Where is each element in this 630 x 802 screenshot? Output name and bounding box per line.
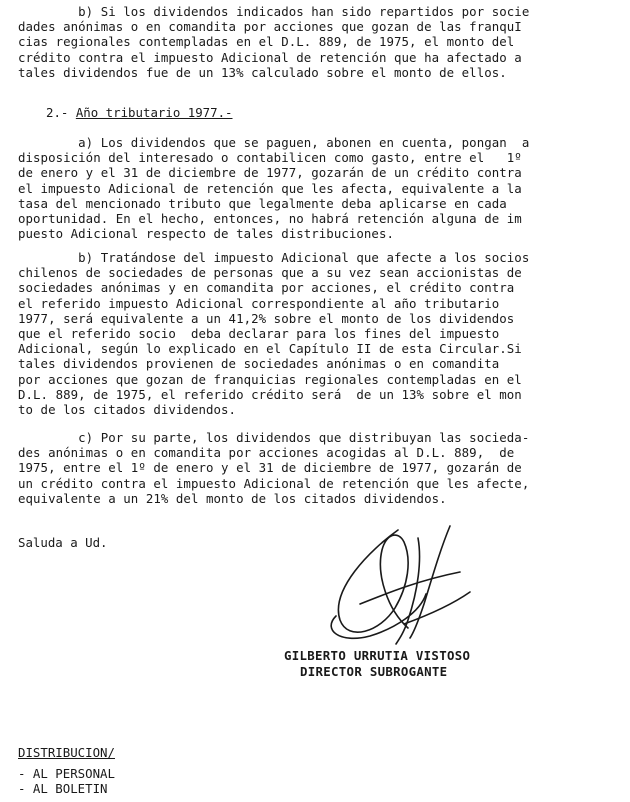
text-line: cias regionales contempladas en el D.L. 889, de 1975, el monto del (18, 34, 515, 50)
text-line: c) Por su parte, los dividendos que distribuyan las socieda- (18, 430, 530, 445)
section-title: Año tributario 1977.- (75, 105, 233, 120)
text-line: sociedades anónimas y en comandita por acciones, el crédito contra (18, 280, 515, 296)
text-line: por acciones que gozan de franquicias regionales contempladas en el (18, 371, 522, 387)
distribution-list (18, 766, 115, 796)
text-line: oportunidad. En el hecho, entonces, no habrá retención alguna de im (18, 211, 522, 227)
text-line: el impuesto Adicional de retención que les afecta, equivalente a la (18, 180, 522, 196)
text-line: chilenos de sociedades de personas que a su vez sean accionistas de (18, 265, 522, 281)
paragraph-b-1977 (18, 250, 616, 417)
text-line: 1977, será equivalente a un 41,2% sobre el monto de los dividendos (18, 310, 515, 326)
section-heading (46, 105, 233, 120)
text-line: equivalente a un 21% del monto de los citados dividendos. (18, 490, 447, 506)
text-line: des anónimas o en comandita por acciones acogidas al D.L. 889, de (18, 445, 515, 461)
text-line: dades anónimas o en comandita por acciones que gozan de las franquI (18, 19, 522, 35)
text-line: que el referido socio deba declarar para los fines del impuesto (18, 326, 500, 342)
distribution-item: - AL PERSONAL (18, 766, 115, 781)
closing-salutation: Saluda a Ud. (18, 535, 108, 550)
text-line: crédito contra el impuesto Adicional de retención que ha afectado a (18, 49, 522, 65)
section-number: 2.- (46, 105, 76, 120)
text-line: tales dividendos provienen de sociedades anónimas o en comandita (18, 356, 500, 372)
text-line: un crédito contra el impuesto Adicional de retención que les afecte, (18, 475, 530, 491)
text-line: tasa del mencionado tributo que legalmente deba aplicarse en cada (18, 195, 507, 211)
paragraph-b-franchise (18, 4, 616, 80)
text-line: disposición del interesado o contabilicen como gasto, entre el 1º (18, 150, 522, 166)
signatory-title: DIRECTOR SUBROGANTE (300, 664, 448, 679)
text-line: a) Los dividendos que se paguen, abonen en cuenta, pongan a (18, 135, 530, 150)
signatory-name: GILBERTO URRUTIA VISTOSO (284, 648, 471, 663)
text-line: to de los citados dividendos. (18, 402, 237, 418)
text-line: puesto Adicional respecto de tales distribuciones. (18, 226, 394, 242)
text-line: b) Si los dividendos indicados han sido repartidos por socie (18, 4, 530, 19)
distribution-heading: DISTRIBUCION/ (18, 745, 115, 760)
text-line: el referido impuesto Adicional correspondiente al año tributario (18, 295, 500, 311)
text-line: b) Tratándose del impuesto Adicional que afecte a los socios (18, 250, 530, 265)
text-line: de enero y el 31 de diciembre de 1977, gozarán de un crédito contra (18, 165, 522, 181)
text-line: tales dividendos fue de un 13% calculado sobre el monto de ellos. (18, 64, 507, 80)
text-line: D.L. 889, de 1975, el referido crédito será de un 13% sobre el mon (18, 386, 522, 402)
text-line: 1975, entre el 1º de enero y el 31 de diciembre de 1977, gozarán de (18, 460, 522, 476)
handwritten-signature (300, 520, 520, 660)
paragraph-c-1977 (18, 430, 616, 506)
text-line: Adicional, según lo explicado en el Capítulo II de esta Circular.Si (18, 341, 522, 357)
paragraph-a-1977 (18, 135, 616, 241)
distribution-item: - AL BOLETIN (18, 781, 108, 796)
